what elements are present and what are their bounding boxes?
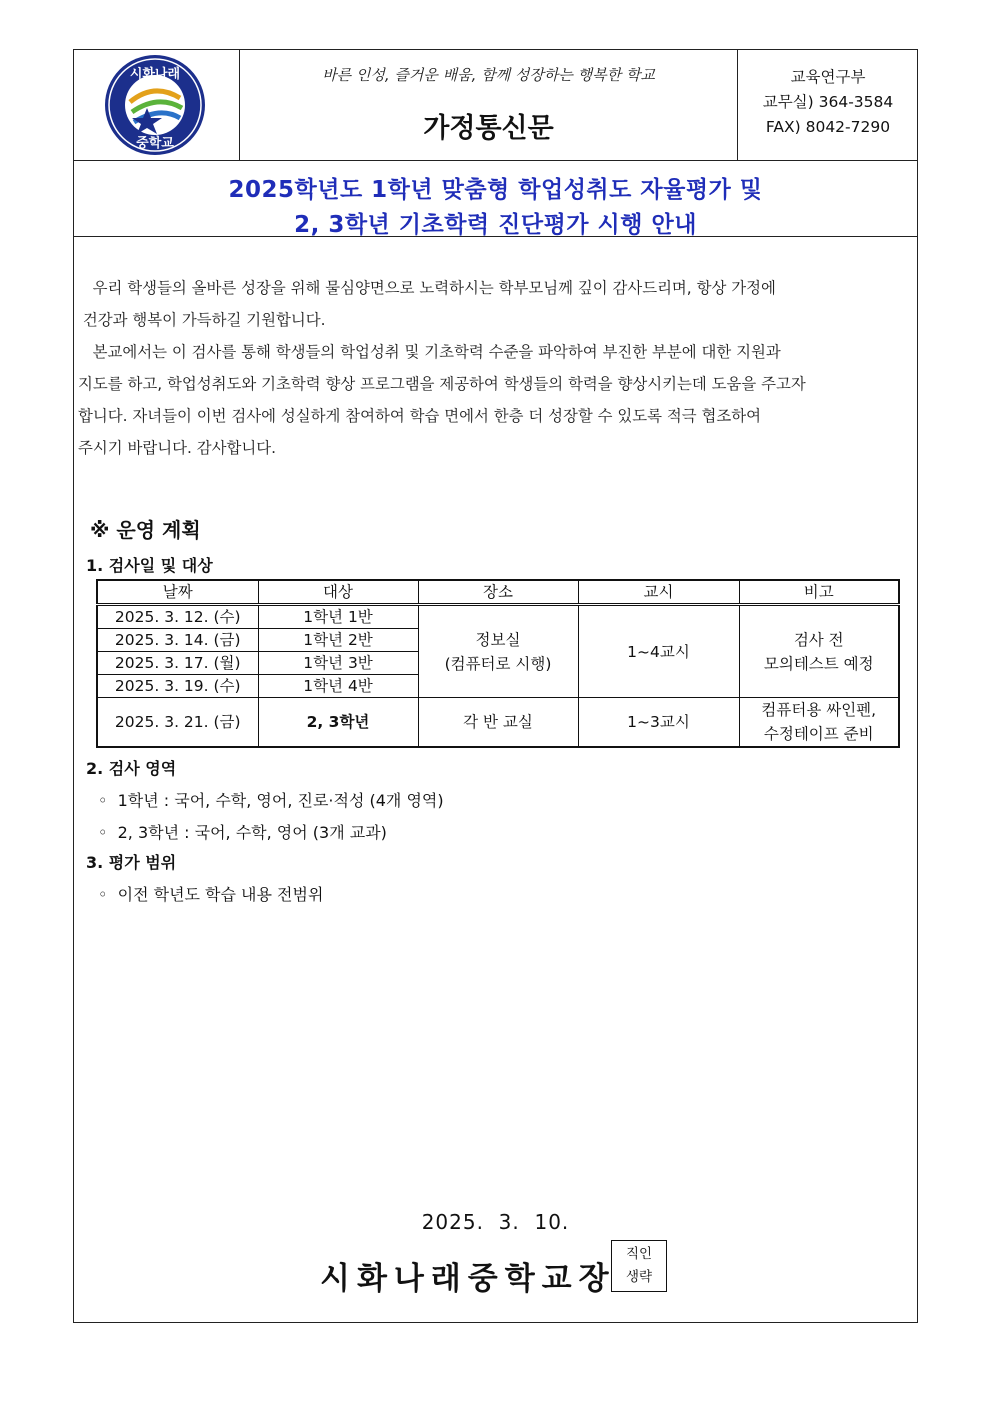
section3-item: ◦ 이전 학년도 학습 내용 전범위 xyxy=(98,885,324,904)
body-line: 지도를 하고, 학업성취도와 기초학력 향상 프로그램을 제공하여 학생들의 학력을 향상시키는데 도움을 주고자 xyxy=(78,375,806,393)
section2-item: ◦ 1학년 : 국어, 수학, 영어, 진로·적성 (4개 영역) xyxy=(98,791,444,810)
cell-target: 2, 3학년 xyxy=(258,698,418,748)
table-row xyxy=(97,698,899,748)
contact-fax: FAX) 8042-7290 xyxy=(765,118,891,136)
cell-period: 1~3교시 xyxy=(578,698,739,748)
seal-line: 생략 xyxy=(625,1269,653,1285)
newsletter-page xyxy=(73,49,918,1323)
schedule-table xyxy=(96,579,900,748)
column-header-note: 비고 xyxy=(739,580,899,605)
cell-target: 1학년 3반 xyxy=(258,652,418,675)
cell-target: 1학년 1반 xyxy=(258,605,418,629)
title-line-2: 2, 3학년 기초학력 진단평가 시행 안내 xyxy=(294,212,697,238)
logo-text-bottom: 중학교 xyxy=(136,136,174,151)
cell-date: 2025. 3. 17. (월) xyxy=(97,652,258,675)
section2-item: ◦ 2, 3학년 : 국어, 수학, 영어 (3개 교과) xyxy=(98,823,387,842)
section3-title: 3. 평가 범위 xyxy=(86,853,177,872)
body-line: 합니다. 자녀들이 이번 검사에 성실하게 참여하여 학습 면에서 한층 더 성장할 수 있도록 적극 협조하여 xyxy=(78,407,761,425)
school-motto: 바른 인성, 즐거운 배움, 함께 성장하는 행복한 학교 xyxy=(322,66,655,84)
cell-note xyxy=(739,698,899,748)
body-line: 주시기 바랍니다. 감사합니다. xyxy=(78,439,276,457)
plan-heading: ※ 운영 계획 xyxy=(90,518,201,542)
contact-dept: 교육연구부 xyxy=(790,68,866,86)
column-header-target: 대상 xyxy=(258,580,418,605)
title-line-1: 2025학년도 1학년 맞춤형 학업성취도 자율평가 및 xyxy=(228,177,763,203)
column-header-date: 날짜 xyxy=(97,580,258,605)
motto-cell xyxy=(240,50,738,160)
note-line: 컴퓨터용 싸인펜, xyxy=(761,701,877,719)
cell-date: 2025. 3. 21. (금) xyxy=(97,698,258,748)
section2-title: 2. 검사 영역 xyxy=(86,759,177,778)
logo-text-top: 시화나래 xyxy=(129,67,181,82)
cell-target: 1학년 2반 xyxy=(258,629,418,652)
body-line: 본교에서는 이 검사를 통해 학생들의 학업성취 및 기초학력 수준을 파악하여 부진한 부분에 대한 지원과 xyxy=(78,343,781,361)
header xyxy=(74,50,917,161)
body-line: 우리 학생들의 올바른 성장을 위해 물심양면으로 노력하시는 학부모님께 깊이 감사드리며, 항상 가정에 xyxy=(78,279,776,297)
issue-date: 2025. 3. 10. xyxy=(421,1210,570,1234)
place-line: 정보실 xyxy=(475,630,521,649)
contact-office: 교무실) 364-3584 xyxy=(762,93,894,111)
cell-note xyxy=(739,605,899,698)
logo-cell xyxy=(74,50,240,160)
school-logo-icon xyxy=(74,50,240,160)
column-header-place: 장소 xyxy=(418,580,578,605)
doc-type-title: 가정통신문 xyxy=(423,113,554,144)
body-line: 건강과 행복이 가득하길 기원합니다. xyxy=(78,311,326,329)
table-row xyxy=(97,605,899,629)
cell-date: 2025. 3. 14. (금) xyxy=(97,629,258,652)
place-line: (컴퓨터로 시행) xyxy=(444,654,552,673)
cell-place: 각 반 교실 xyxy=(418,698,578,748)
cell-date: 2025. 3. 12. (수) xyxy=(97,605,258,629)
body-paragraph xyxy=(78,272,914,464)
cell-period: 1~4교시 xyxy=(578,605,739,698)
seal-line: 직인 xyxy=(625,1246,653,1262)
contact-cell xyxy=(738,50,918,160)
column-header-period: 교시 xyxy=(578,580,739,605)
cell-target: 1학년 4반 xyxy=(258,675,418,698)
cell-date: 2025. 3. 19. (수) xyxy=(97,675,258,698)
table-header-row xyxy=(97,580,899,605)
note-line: 모의테스트 예정 xyxy=(763,654,874,673)
official-seal-box xyxy=(611,1240,667,1292)
title-band xyxy=(74,161,917,237)
cell-place xyxy=(418,605,578,698)
note-line: 검사 전 xyxy=(793,630,844,649)
note-line: 수정테이프 준비 xyxy=(763,725,874,743)
section1-title: 1. 검사일 및 대상 xyxy=(86,556,213,575)
signer-name: 시화나래중학교장 xyxy=(320,1261,616,1297)
